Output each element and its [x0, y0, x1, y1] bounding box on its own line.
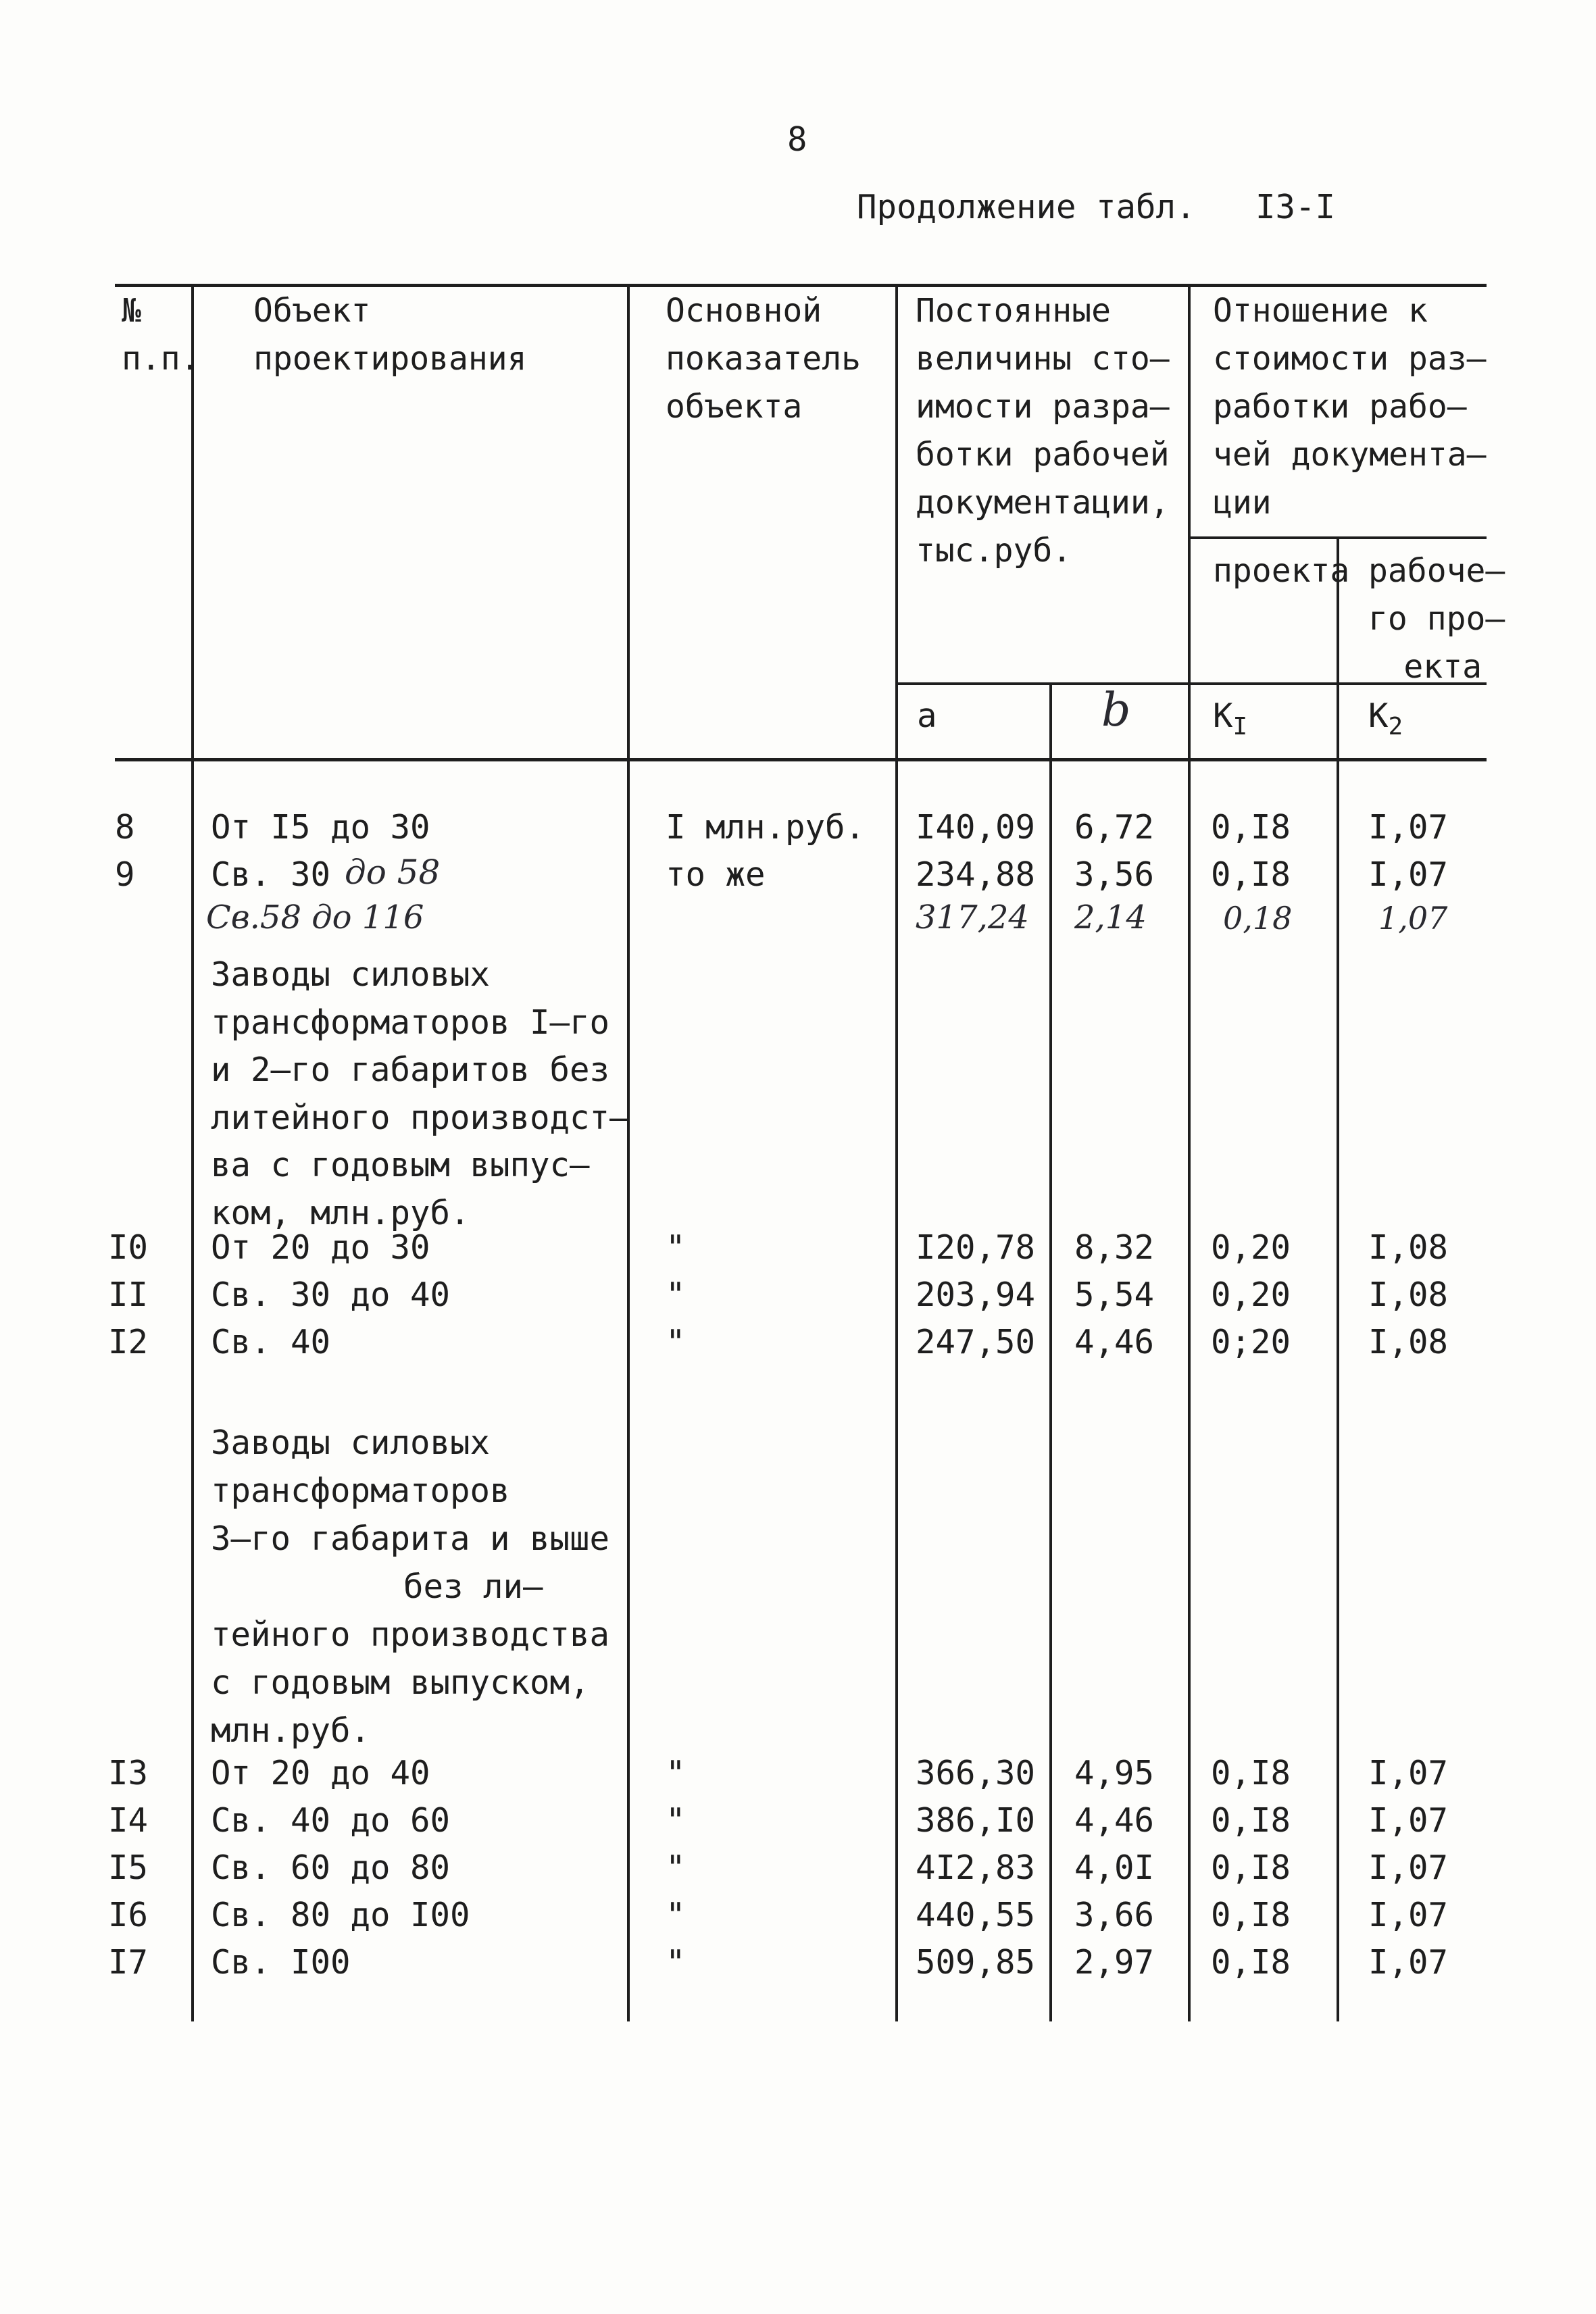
table-caption: Продолжение табл. I3-I: [857, 188, 1336, 226]
row-k1: 0,I8: [1211, 808, 1291, 847]
group-heading-line: ком, млн.руб.: [211, 1193, 470, 1232]
row-indicator: ": [666, 1276, 686, 1314]
row-a: 440,55: [916, 1896, 1036, 1934]
row-object: От 20 до 30: [211, 1228, 430, 1267]
group-heading-line: трансформаторов: [211, 1472, 510, 1510]
row-b: 4,46: [1074, 1801, 1155, 1840]
header-k2-letter: К: [1368, 697, 1389, 735]
row-a: 386,I0: [916, 1801, 1036, 1840]
row-k2: I,07: [1368, 1848, 1449, 1887]
header-k1: [1213, 699, 1247, 739]
row-num: I2: [108, 1323, 149, 1361]
row-a: 366,30: [916, 1754, 1036, 1792]
row-k1: 0,I8: [1211, 1754, 1291, 1792]
row-indicator: ": [666, 1943, 686, 1982]
row-k2-handwritten: 1,07: [1378, 900, 1448, 936]
row-num: II: [108, 1276, 149, 1314]
row-a: I20,78: [916, 1228, 1036, 1267]
row-b: 8,32: [1074, 1228, 1155, 1267]
row-k1: 0,I8: [1211, 1943, 1291, 1982]
group-heading-line: с годовым выпуском,: [211, 1663, 590, 1702]
header-ratio-line: ции: [1213, 484, 1272, 522]
row-a: 203,94: [916, 1276, 1036, 1314]
column-divider-num: [191, 284, 194, 2021]
row-object: От I5 до 30: [211, 808, 430, 847]
header-num-line: п.п.: [122, 340, 200, 378]
header-constants: [916, 287, 1170, 575]
row-k2: I,07: [1368, 1896, 1449, 1934]
row-a: 234,88: [916, 855, 1036, 894]
row-a-handwritten: 317,24: [916, 899, 1029, 936]
row-k2: I,08: [1368, 1228, 1449, 1267]
group-heading-line: и 2–го габаритов без: [211, 1051, 610, 1089]
row-indicator: ": [666, 1323, 686, 1361]
header-k2-line: рабоче–: [1368, 552, 1505, 590]
row-b: 5,54: [1074, 1276, 1155, 1314]
row-b: 3,66: [1074, 1896, 1155, 1934]
row-k1: 0,20: [1211, 1228, 1291, 1267]
row-object: Св. I00: [211, 1943, 351, 1982]
row-b: 2,97: [1074, 1943, 1155, 1982]
row-k2: I,07: [1368, 855, 1449, 894]
row-k2: I,07: [1368, 808, 1449, 847]
column-divider-indicator: [895, 284, 898, 2021]
row-object: Св. 30 до 40: [211, 1276, 451, 1314]
header-object: [253, 287, 527, 383]
header-constants-line: документации,: [916, 484, 1170, 522]
row-num: I0: [108, 1228, 149, 1267]
row-num: I4: [108, 1801, 149, 1840]
group-heading-line: Заводы силовых: [211, 1424, 491, 1462]
group-heading: [211, 1419, 609, 1755]
row-indicator: ": [666, 1228, 686, 1267]
row-k1: 0,I8: [1211, 1801, 1291, 1840]
row-object: Св. 30: [211, 855, 331, 894]
page-number: 8: [787, 120, 807, 159]
row-object: От 20 до 40: [211, 1754, 430, 1792]
header-ratio: [1213, 287, 1487, 527]
column-divider-constants: [1188, 284, 1191, 2021]
row-a: 509,85: [916, 1943, 1036, 1982]
header-k1-letter: К: [1213, 697, 1233, 735]
header-k2-subscript: 2: [1388, 712, 1403, 740]
header-num-line: №: [122, 292, 141, 330]
row-object: Св. 80 до I00: [211, 1896, 470, 1934]
header-k2-line: екта: [1403, 648, 1482, 686]
header-k1-group: проекта: [1213, 552, 1350, 590]
header-indicator-line: объекта: [666, 388, 803, 426]
row-b: 4,95: [1074, 1754, 1155, 1792]
row-b: 4,46: [1074, 1323, 1155, 1361]
header-object-line: проектирования: [253, 340, 527, 378]
row-object-handwritten: до 58: [345, 853, 441, 892]
row-k2: I,07: [1368, 1943, 1449, 1982]
row-indicator: то же: [666, 855, 766, 894]
group-heading: [211, 951, 630, 1237]
row-k1-handwritten: 0,18: [1223, 900, 1293, 936]
header-constants-line: Постоянные: [916, 292, 1111, 330]
row-k2: I,08: [1368, 1276, 1449, 1314]
header-k1-subscript: I: [1232, 712, 1248, 740]
header-ratio-line: работки рабо–: [1213, 388, 1467, 426]
group-heading-line: 3–го габарита и выше: [211, 1519, 610, 1558]
header-k2-group: [1368, 547, 1505, 691]
row-indicator: ": [666, 1896, 686, 1934]
group-heading-line: Заводы силовых: [211, 955, 491, 994]
row-num: 8: [115, 808, 135, 847]
row-num: I5: [108, 1848, 149, 1887]
group-heading-line: ва с годовым выпус–: [211, 1146, 590, 1184]
group-heading-line: трансформаторов I–го: [211, 1003, 610, 1042]
row-num: I6: [108, 1896, 149, 1934]
row-a: 247,50: [916, 1323, 1036, 1361]
header-indicator-line: Основной: [666, 292, 822, 330]
row-b: 6,72: [1074, 808, 1155, 847]
row-k1: 0,I8: [1211, 1848, 1291, 1887]
row-a: I40,09: [916, 808, 1036, 847]
row-indicator: I млн.руб.: [666, 808, 866, 847]
row-indicator: ": [666, 1801, 686, 1840]
column-divider-a-b: [1049, 682, 1052, 2021]
row-b: 4,0I: [1074, 1848, 1155, 1887]
header-constants-line: величины сто–: [916, 340, 1170, 378]
row-indicator: ": [666, 1754, 686, 1792]
row-k1: 0;20: [1211, 1323, 1291, 1361]
group-heading-line: без ли–: [403, 1567, 543, 1606]
header-b: b: [1101, 684, 1131, 737]
group-heading-line: литейного производст–: [211, 1098, 630, 1137]
row-object-handwritten: Св.58 до 116: [206, 899, 424, 936]
row-a: 4I2,83: [916, 1848, 1036, 1887]
row-b-handwritten: 2,14: [1074, 899, 1147, 936]
header-indicator: [666, 287, 861, 431]
row-object: Св. 60 до 80: [211, 1848, 451, 1887]
header-k2: [1368, 699, 1403, 739]
row-k2: I,07: [1368, 1801, 1449, 1840]
row-indicator: ": [666, 1848, 686, 1887]
header-ratio-line: чей документа–: [1213, 436, 1487, 474]
row-object: Св. 40 до 60: [211, 1801, 451, 1840]
header-k2-line: го про–: [1368, 600, 1505, 638]
row-k2: I,07: [1368, 1754, 1449, 1792]
group-heading-line: тейного производства: [211, 1615, 610, 1654]
header-constants-line: тыс.руб.: [916, 532, 1072, 570]
header-object-line: Объект: [253, 292, 371, 330]
row-k1: 0,20: [1211, 1276, 1291, 1314]
header-num: [122, 287, 200, 383]
header-bottom-rule: [115, 758, 1487, 761]
row-object: Св. 40: [211, 1323, 331, 1361]
row-num: I7: [108, 1943, 149, 1982]
row-k1: 0,I8: [1211, 855, 1291, 894]
group-heading-line: млн.руб.: [211, 1711, 371, 1750]
header-ratio-line: стоимости раз–: [1213, 340, 1487, 378]
row-b: 3,56: [1074, 855, 1155, 894]
row-k1: 0,I8: [1211, 1896, 1291, 1934]
row-k2: I,08: [1368, 1323, 1449, 1361]
header-ratio-line: Отношение к: [1213, 292, 1428, 330]
header-constants-line: имости разра–: [916, 388, 1170, 426]
header-constants-line: ботки рабочей: [916, 436, 1170, 474]
header-a: а: [917, 697, 937, 735]
row-num: I3: [108, 1754, 149, 1792]
row-num: 9: [115, 855, 135, 894]
column-divider-k1-k2: [1337, 538, 1339, 2021]
header-indicator-line: показатель: [666, 340, 861, 378]
